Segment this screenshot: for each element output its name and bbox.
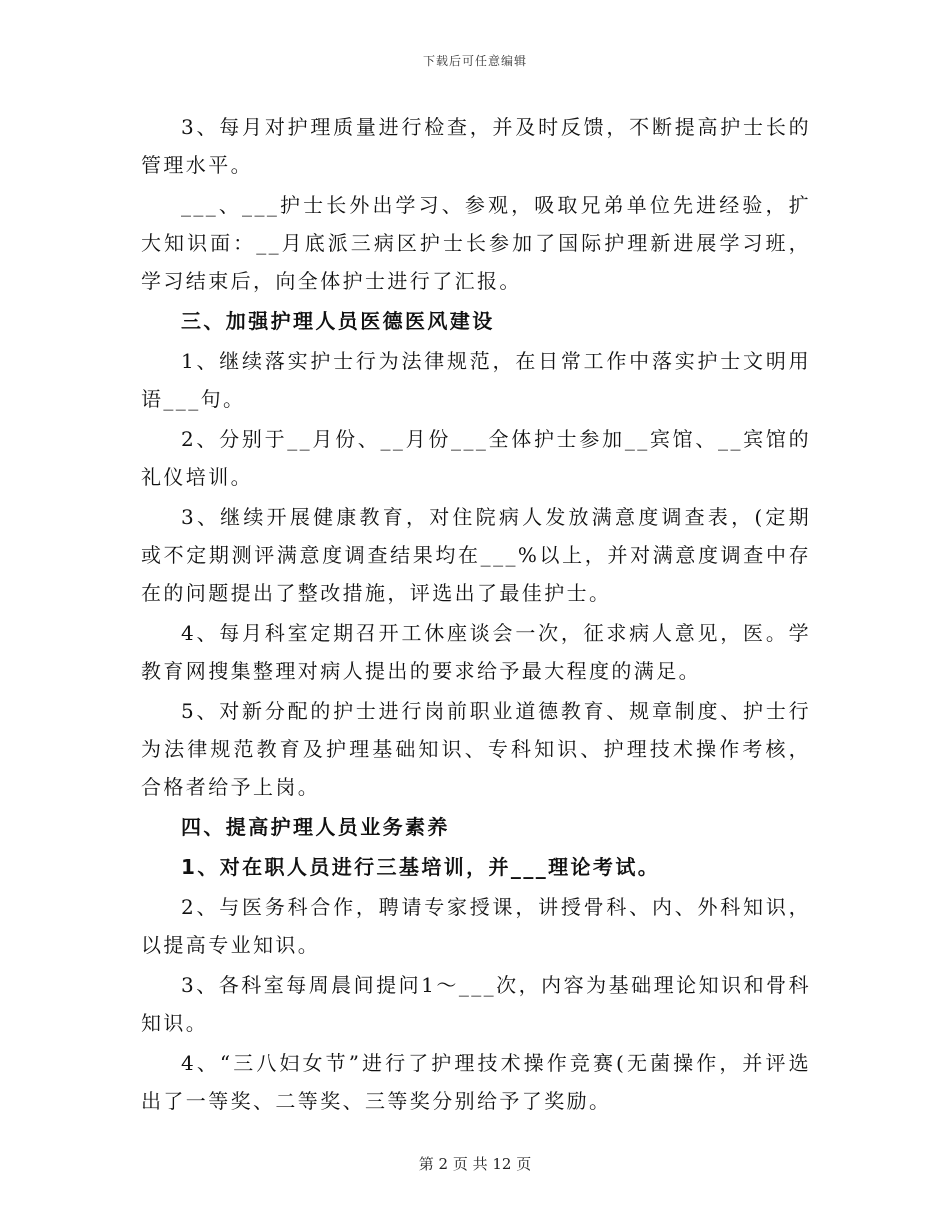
paragraph-study-visit: ___、___护士长外出学习、参观，吸取兄弟单位先进经验，扩大知识面：__月底派三病区护士长参加了国际护理新进展学习班，学习结束后，向全体护士进行了汇报。 <box>141 193 811 293</box>
paragraph-ethics-4: 4、每月科室定期召开工休座谈会一次，征求病人意见，医。学教育网搜集整理对病人提出的要求给予最大程度的满足。 <box>141 621 811 683</box>
paragraph-ethics-5: 5、对新分配的护士进行岗前职业道德教育、规章制度、护士行为法律规范教育及护理基础知识、专科知识、护理技术操作考核，合格者给予上岗。 <box>141 699 811 799</box>
paragraph-item-3-quality: 3、每月对护理质量进行检查，并及时反馈，不断提高护士长的管理水平。 <box>141 115 811 177</box>
paragraph-skills-4: 4、“三八妇女节”进行了护理技术操作竞赛(无菌操作，并评选出了一等奖、二等奖、三等奖分别给予了奖励。 <box>141 1051 811 1113</box>
section-heading-ethics: 三、加强护理人员医德医风建设 <box>181 309 495 333</box>
page-header-note: 下载后可任意编辑 <box>422 54 527 68</box>
paragraph-skills-1: 1、对在职人员进行三基培训，并___理论考试。 <box>181 855 661 879</box>
paragraph-ethics-1: 1、继续落实护士行为法律规范，在日常工作中落实护士文明用语___句。 <box>141 349 811 411</box>
paragraph-ethics-3: 3、继续开展健康教育，对住院病人发放满意度调查表，(定期或不定期测评满意度调查结果均在___%以上，并对满意度调查中存在的问题提出了整改措施，评选出了最佳护士。 <box>141 505 811 605</box>
document-body <box>141 108 811 1122</box>
page-number-footer: 第 2 页 共 12 页 <box>418 1155 532 1173</box>
paragraph-skills-2: 2、与医务科合作，聘请专家授课，讲授骨科、内、外科知识，以提高专业知识。 <box>141 895 811 957</box>
paragraph-ethics-2: 2、分别于__月份、__月份___全体护士参加__宾馆、__宾馆的礼仪培训。 <box>141 427 811 489</box>
paragraph-skills-3: 3、各科室每周晨间提问1～___次，内容为基础理论知识和骨科知识。 <box>141 973 811 1035</box>
section-heading-skills: 四、提高护理人员业务素养 <box>181 815 450 839</box>
